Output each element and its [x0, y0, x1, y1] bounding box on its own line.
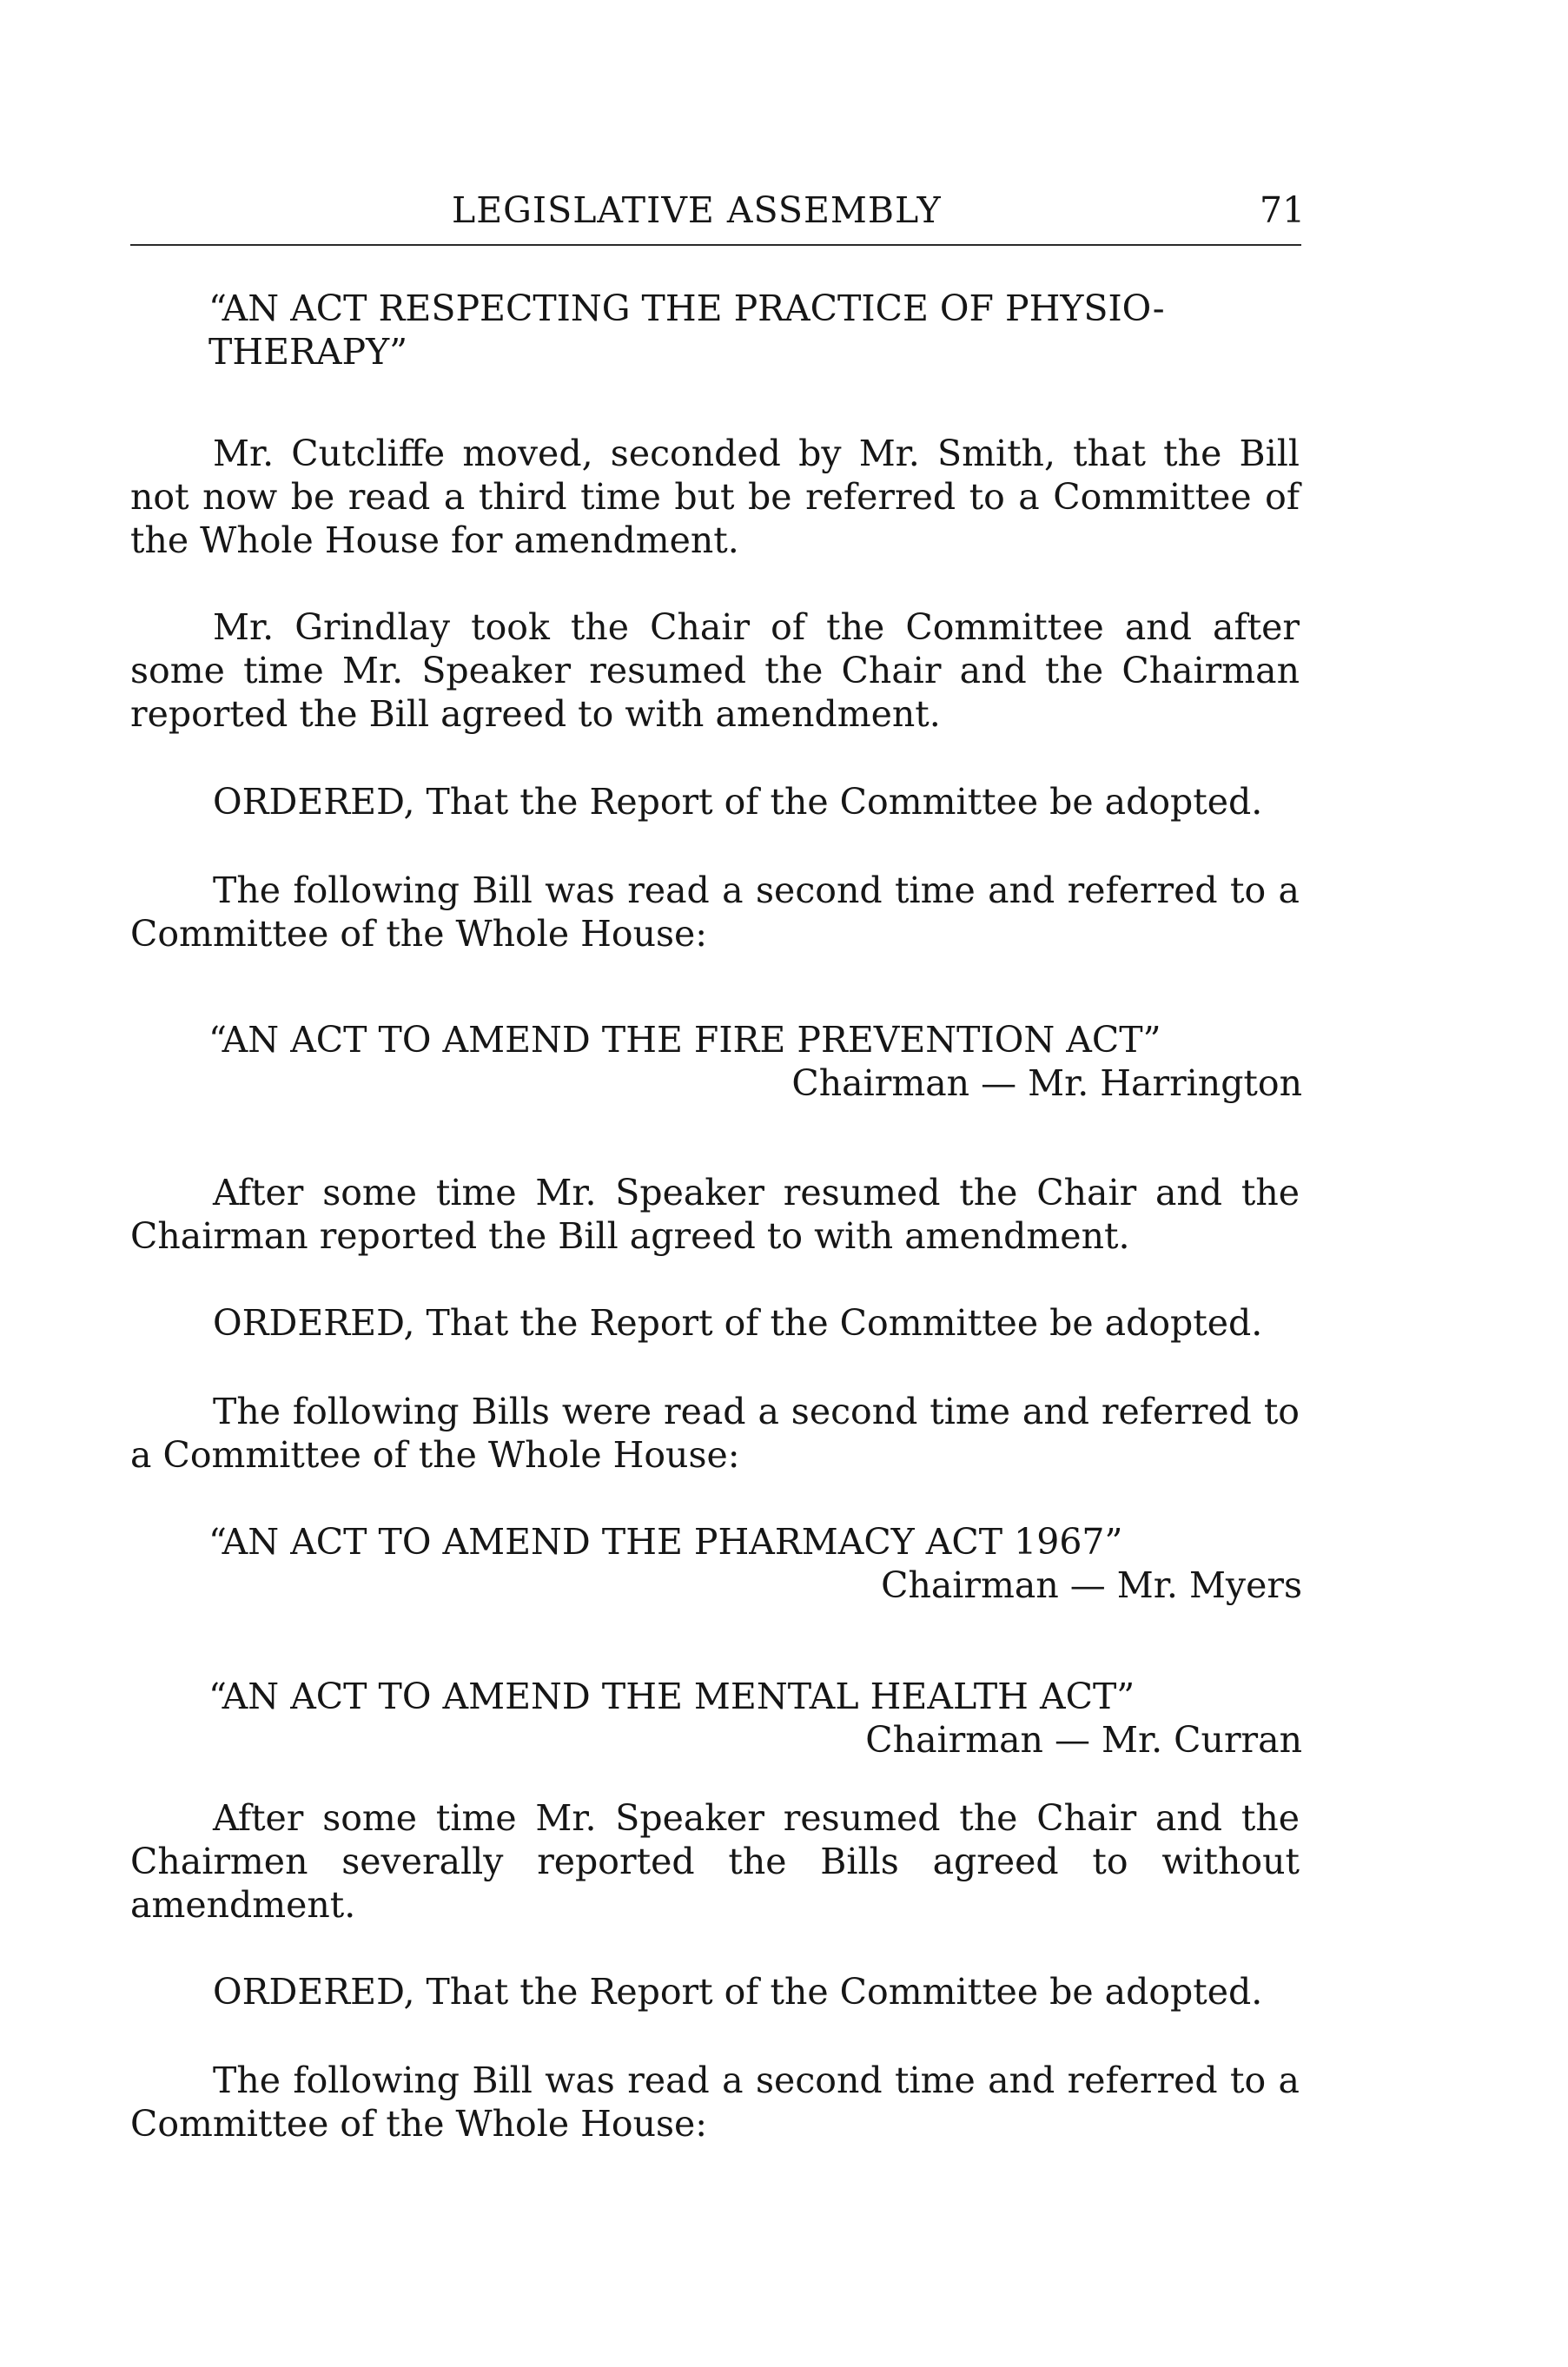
- paragraph-second-reading-2: The following Bills were read a second time and referred to a Committee of the Whole House:: [130, 1391, 1300, 1476]
- bill-title-pharmacy: “AN ACT TO AMEND THE PHARMACY ACT 1967”: [208, 1521, 1123, 1563]
- bill-title-physiotherapy: [208, 287, 1301, 374]
- ordered-report-2: ORDERED, That the Report of the Committee be adopted.: [213, 1302, 1263, 1344]
- chairman-harrington: Chairman — Mr. Harrington: [791, 1062, 1302, 1104]
- paragraph-second-reading-3: The following Bill was read a second time and referred to a Committee of the Whole House:: [130, 2060, 1300, 2145]
- ordered-report-3: ORDERED, That the Report of the Committee be adopted.: [213, 1971, 1263, 2013]
- bill-title-fire-prevention: “AN ACT TO AMEND THE FIRE PREVENTION ACT”: [208, 1019, 1161, 1061]
- paragraph-speaker-resumed-2: After some time Mr. Speaker resumed the Chair and the Chairmen severally reported the Bills agreed to without amendment.: [130, 1797, 1300, 1926]
- bill-title-line-1: “AN ACT RESPECTING THE PRACTICE OF PHYSIO-: [208, 288, 1165, 329]
- paragraph-second-reading-1: The following Bill was read a second time and referred to a Committee of the Whole House:: [130, 869, 1300, 955]
- paragraph-speaker-resumed-1: After some time Mr. Speaker resumed the Chair and the Chairman reported the Bill agreed to with amendment.: [130, 1172, 1300, 1257]
- bill-title-line-2: THERAPY”: [208, 331, 408, 373]
- chairman-curran: Chairman — Mr. Curran: [865, 1719, 1302, 1761]
- page-number: 71: [1260, 189, 1306, 231]
- chairman-myers: Chairman — Mr. Myers: [881, 1564, 1302, 1606]
- running-head: LEGISLATIVE ASSEMBLY: [452, 189, 942, 231]
- header-rule: [130, 244, 1301, 246]
- bill-title-mental-health: “AN ACT TO AMEND THE MENTAL HEALTH ACT”: [208, 1676, 1135, 1717]
- paragraph-committee-chair: Mr. Grindlay took the Chair of the Committee and after some time Mr. Speaker resumed the Chair and the Chairman reported the Bill agreed to with amendment.: [130, 606, 1300, 735]
- paragraph-motion: Mr. Cutcliffe moved, seconded by Mr. Smith, that the Bill not now be read a third time but be referred to a Committee of the Whole House for amendment.: [130, 433, 1300, 561]
- ordered-report-1: ORDERED, That the Report of the Committee be adopted.: [213, 781, 1263, 823]
